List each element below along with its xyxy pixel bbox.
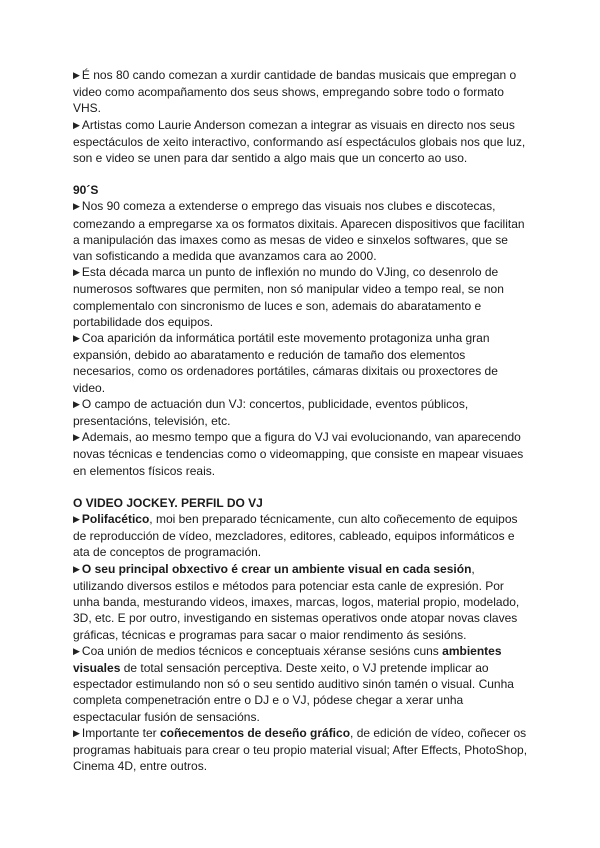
- bold-text: ambientes visuales: [73, 643, 502, 675]
- section-heading: 90´S: [73, 183, 99, 198]
- paragraph: ▶ Esta década marca un punto de inflexión no mundo do VJing, co desenrolo de numerosos softwares que permiten, non só manipular video a tempo real, se non complementalo con sincronismo de luces e son, ademais do abaratamento e portabilidade dos equipos.: [73, 265, 504, 329]
- bullet-triangle-icon: ▶: [73, 267, 80, 278]
- bullet-triangle-icon: ▶: [73, 563, 80, 574]
- bullet-triangle-icon: ▶: [73, 201, 80, 212]
- bullet-triangle-icon: ▶: [73, 70, 80, 80]
- bullet-triangle-icon: ▶: [73, 333, 80, 344]
- bold-text: Polifacético: [81, 512, 150, 527]
- bold-text: coñecementos de deseño gráfico: [159, 725, 351, 740]
- bullet-triangle-icon: ▶: [73, 398, 80, 409]
- paragraph: ▶ Coa unión de medios técnicos e conceptuais xéranse sesións cuns ambientes visuales de total sensación perceptiva. Deste xeito, o VJ pretende implicar ao espectador estimulando non só o seu sentido auditivo sinón tamén o visual. Cunha completa compenetración entre o DJ e o VJ, pódese chegar a xerar unha espectacular fusión de sensacións.: [73, 643, 514, 724]
- paragraph: ▶ Importante ter coñecementos de deseño gráfico, de edición de vídeo, coñecer os programas habituais para crear o teu propio material visual; After Effects, PhotoShop, Cinema 4D, entre outros.: [73, 725, 528, 774]
- bullet-triangle-icon: ▶: [73, 432, 80, 443]
- bullet-triangle-icon: ▶: [73, 645, 80, 656]
- paragraph: ▶ Polifacético, moi ben preparado técnicamente, cun alto coñecemento de equipos de reproducción de vídeo, mezcladores, editores, cableado, equipos informáticos e ata de conceptos de programación.: [73, 512, 518, 560]
- paragraph: ▶ Coa aparición da informática portátil este movemento protagoniza unha gran expansión, debido ao abaratamento e redución de tamaño dos elementos necesarios, como os ordenadores portátiles, cámaras dixitais ou proxectores de video.: [73, 331, 498, 395]
- paragraph: ▶ Artistas como Laurie Anderson comezan a integrar as visuais en directo nos seus espectáculos de xeito interactivo, conformando así espectáculos globais nos que luz, son e video se unen para dar sentido a algo mais que un concerto ao uso.: [73, 117, 526, 166]
- paragraph: ▶ É nos 80 cando comezan a xurdir cantidade de bandas musicais que empregan o video como acompañamento dos seus shows, empregando sobre todo o formato VHS.: [73, 68, 517, 116]
- bullet-triangle-icon: ▶: [73, 514, 80, 525]
- paragraph: ▶ Nos 90 comeza a extenderse o emprego das visuais nos clubes e discotecas, comezando a empregarse xa os formatos dixitais. Aparecen dispositivos que facilitan a manipulación das imaxes como as mesas de video e sinxelos softwares, que se van sofisticando a medida que avanzamos cara ao 2000.: [73, 199, 525, 264]
- bullet-triangle-icon: ▶: [73, 119, 80, 130]
- bullet-triangle-icon: ▶: [73, 727, 80, 738]
- paragraph: ▶ O campo de actuación dun VJ: concertos, publicidade, eventos públicos, presentacións, televisión, etc.: [73, 396, 469, 429]
- paragraph: ▶ O seu principal obxectivo é crear un ambiente visual en cada sesión, utilizando diversos estilos e métodos para potenciar esta canle de expresión. Por unha banda, mesturando videos, imaxes, marcas, logos, material propio, modelado, 3D, etc. E por outro, investigando en sistemas operativos onde atopar novas claves gráficas, técnicas e programas para sacar o maior rendimento ás sesións.: [73, 561, 520, 642]
- paragraph: ▶ Ademais, ao mesmo tempo que a figura do VJ vai evolucionando, van aparecendo novas técnicas e tendencias como o videomapping, que consiste en mapear visuaes en elementos físicos reais.: [73, 430, 524, 478]
- section-heading: O VIDEO JOCKEY. PERFIL DO VJ: [73, 495, 263, 510]
- bold-text: O seu principal obxectivo é crear un ambiente visual en cada sesión: [81, 561, 472, 576]
